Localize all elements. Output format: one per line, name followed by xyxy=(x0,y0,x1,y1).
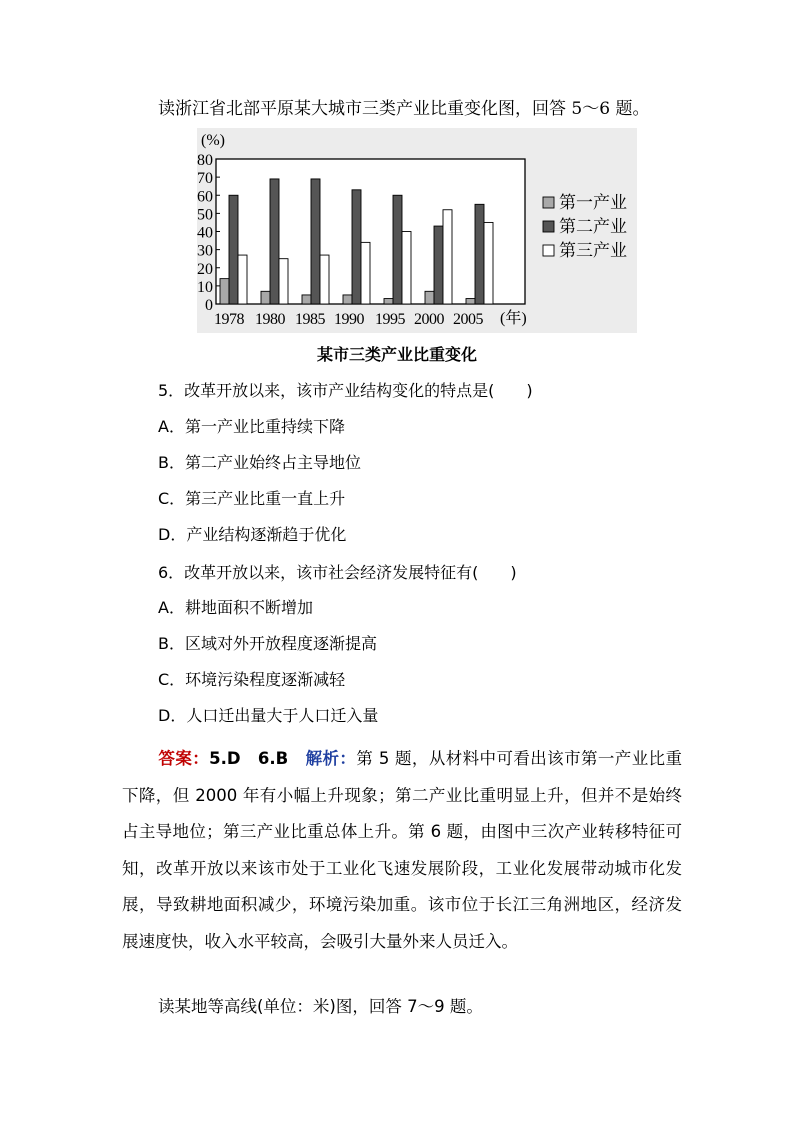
y-tick-label: 80 xyxy=(197,152,213,169)
answer-keys: 5.D 6.B xyxy=(209,749,289,768)
bar-3-2000 xyxy=(443,210,452,304)
answer-label: 答案： xyxy=(158,749,210,768)
legend-swatch-2 xyxy=(543,221,554,232)
analysis-text: 第 5 题，从材料中可看出该市第一产业比重下降，但 2000 年有小幅上升现象；第二产业比重明显上升，但并不是始终占主导地位；第三产业比重总体上升。第 6 题，由图中三次产业转移特征可知，改革开放以来该市处于工业化飞速发展阶段，工业化发展带动城市化发展，导致耕地面积减少，环境污染加重。该市位于长江三角洲地区，经济发展速度快，收入水平较高，会吸引大量外来人员迁入。 xyxy=(122,749,683,951)
y-tick-label: 0 xyxy=(205,297,213,314)
bar-2-1990 xyxy=(352,190,361,304)
bar-1-1980 xyxy=(261,291,270,304)
q5-option-a: A．第一产业比重持续下降 xyxy=(158,417,345,436)
q5-option-d: D．产业结构逐渐趋于优化 xyxy=(158,525,347,544)
y-tick-label: 10 xyxy=(197,278,213,296)
y-tick-label: 40 xyxy=(197,224,213,242)
x-tick-label: 1990 xyxy=(334,311,364,328)
next-section-intro: 读某地等高线(单位：米)图，回答 7～9 题。 xyxy=(158,997,483,1016)
bar-2-2000 xyxy=(434,226,443,304)
bar-2-1980 xyxy=(270,179,279,304)
industry-bar-chart xyxy=(197,128,637,333)
x-axis-label: (年) xyxy=(500,310,527,327)
intro-text: 读浙江省北部平原某大城市三类产业比重变化图，回答 5～6 题。 xyxy=(158,99,650,119)
bar-1-2005 xyxy=(466,299,475,304)
bar-3-1995 xyxy=(402,232,411,305)
q5-option-c: C．第三产业比重一直上升 xyxy=(158,489,346,508)
bar-2-1995 xyxy=(393,195,402,304)
bar-3-1980 xyxy=(279,259,288,304)
x-tick-label: 1985 xyxy=(295,311,325,328)
x-tick-label: 1980 xyxy=(255,311,285,328)
bar-3-2005 xyxy=(484,222,493,304)
y-tick-label: 70 xyxy=(197,170,213,188)
y-tick-label: 60 xyxy=(197,188,213,206)
bar-3-1985 xyxy=(320,255,329,304)
bar-2-1985 xyxy=(311,179,320,304)
legend-label-1: 第一产业 xyxy=(559,193,627,213)
y-tick-label: 30 xyxy=(197,242,213,260)
question-6-stem: 6．改革开放以来，该市社会经济发展特征有( ) xyxy=(158,563,517,582)
question-5-stem: 5．改革开放以来，该市产业结构变化的特点是( ) xyxy=(158,381,533,400)
bar-1-1978 xyxy=(220,279,229,304)
y-axis-label: (%) xyxy=(201,132,225,149)
bar-2-1978 xyxy=(229,195,238,304)
bar-2-2005 xyxy=(475,204,484,304)
q6-option-b: B．区域对外开放程度逐渐提高 xyxy=(158,634,377,653)
chart-caption: 某市三类产业比重变化 xyxy=(316,345,477,364)
legend-swatch-1 xyxy=(543,197,554,208)
bar-3-1990 xyxy=(361,242,370,304)
bar-1-2000 xyxy=(425,291,434,304)
analysis-label: 解析： xyxy=(305,749,357,768)
answer-block xyxy=(122,741,682,960)
x-tick-label: 2005 xyxy=(453,311,483,328)
q5-option-b: B．第二产业始终占主导地位 xyxy=(158,453,361,472)
q6-option-c: C．环境污染程度逐渐减轻 xyxy=(158,670,346,689)
legend-swatch-3 xyxy=(543,245,554,256)
q6-option-d: D．人口迁出量大于人口迁入量 xyxy=(158,706,379,725)
x-tick-label: 2000 xyxy=(414,311,444,328)
y-tick-label: 50 xyxy=(197,206,213,224)
bar-3-1978 xyxy=(238,255,247,304)
legend-label-2: 第二产业 xyxy=(559,217,627,237)
x-tick-label: 1978 xyxy=(214,311,244,328)
bar-1-1985 xyxy=(302,295,311,304)
legend-label-3: 第三产业 xyxy=(559,241,627,261)
bar-1-1995 xyxy=(384,299,393,304)
x-tick-label: 1995 xyxy=(375,311,405,328)
y-tick-label: 20 xyxy=(197,260,213,278)
q6-option-a: A．耕地面积不断增加 xyxy=(158,598,313,617)
bar-1-1990 xyxy=(343,295,352,304)
